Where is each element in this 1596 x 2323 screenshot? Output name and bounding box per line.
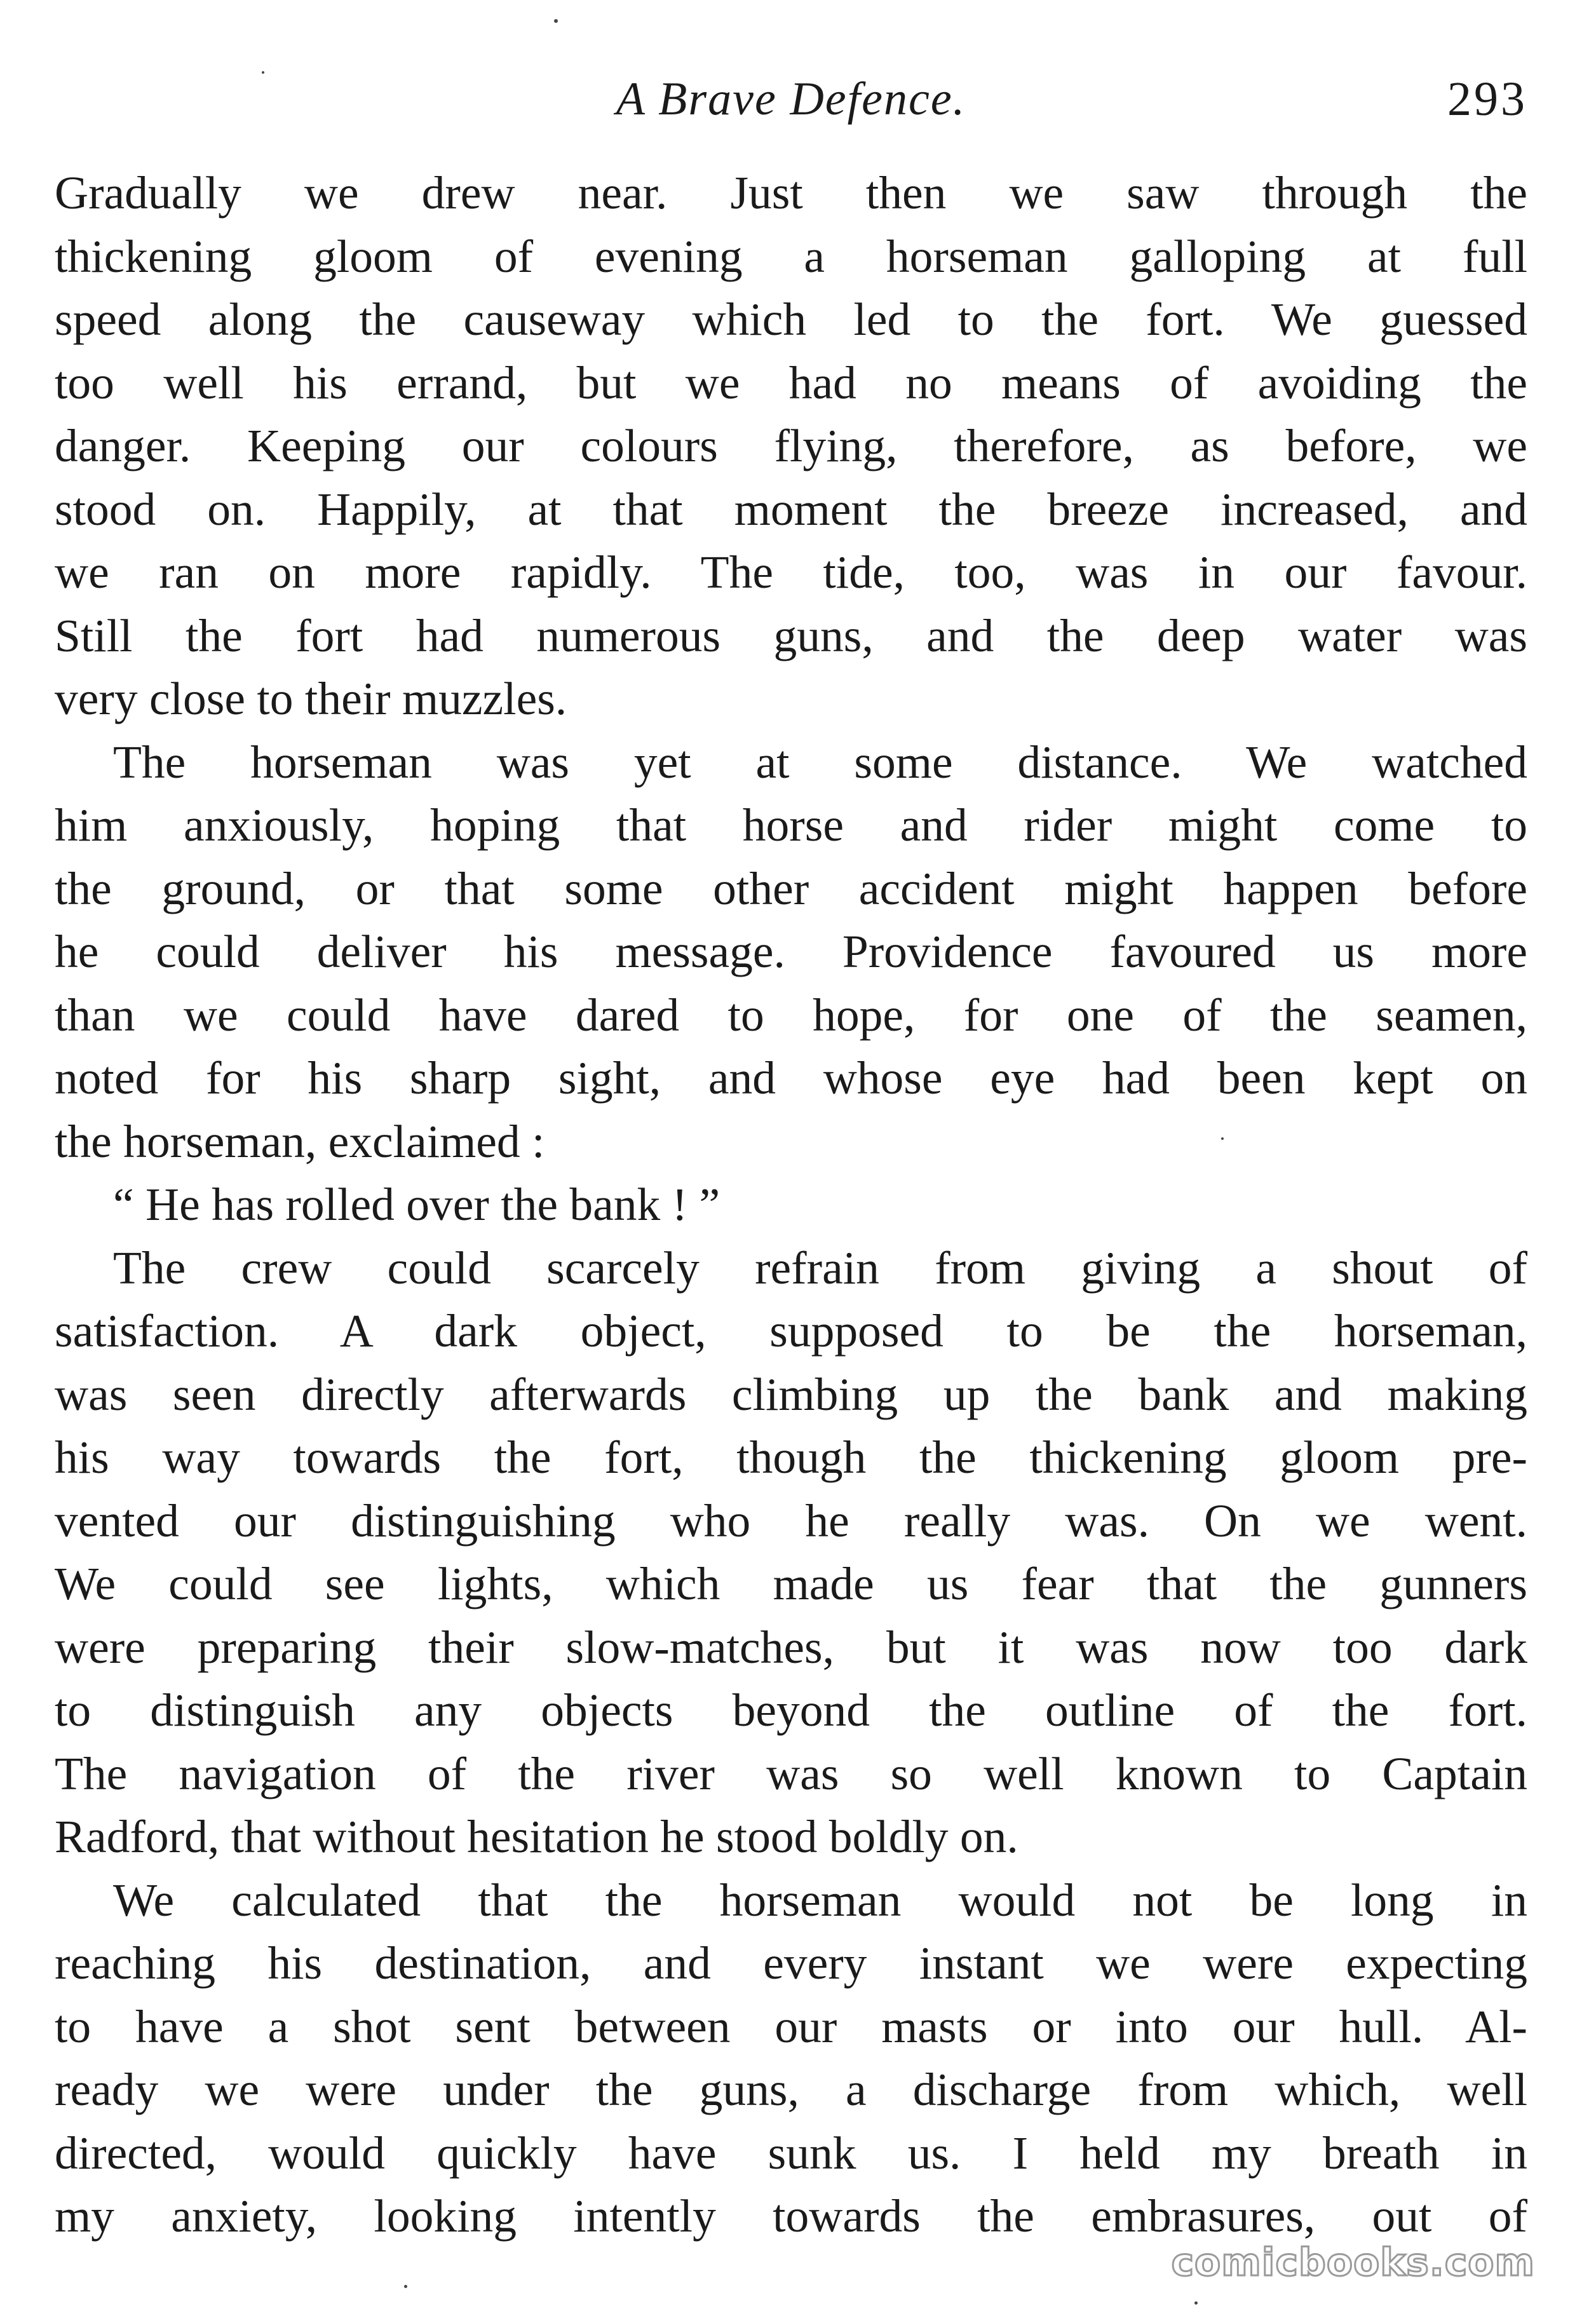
quoted-line: “ He has rolled over the bank ! ” (113, 1179, 720, 1230)
text-line: was seen directly afterwards climbing up the bank and making (55, 1368, 1527, 1420)
running-title: A Brave Defence. (616, 73, 966, 125)
text-line: Radford, that without hesitation he stood boldly on. (55, 1811, 1018, 1862)
print-speck (404, 2285, 407, 2288)
text-line: the ground, or that some other accident might happen before (55, 862, 1527, 914)
text-line: to distinguish any objects beyond the outline of the fort. (55, 1684, 1527, 1736)
text-line: The horseman was yet at some distance. We watched (113, 736, 1527, 788)
body-text (55, 161, 1527, 2248)
text-line: too well his errand, but we had no means of avoiding the (55, 356, 1527, 409)
text-line: he could deliver his message. Providence favoured us more (55, 926, 1527, 977)
text-line: The navigation of the river was so well known to Captain (55, 1747, 1527, 1799)
text-line: We calculated that the horseman would not be long in (113, 1874, 1527, 1926)
text-line: stood on. Happily, at that moment the breeze increased, and (55, 483, 1527, 535)
text-line: noted for his sharp sight, and whose eye had been kept on (55, 1052, 1527, 1104)
text-line: than we could have dared to hope, for one of the seamen, (55, 989, 1527, 1041)
text-line: my anxiety, looking intently towards the embrasures, out of (55, 2190, 1527, 2242)
text-line: were preparing their slow-matches, but it was now too dark (55, 1621, 1527, 1673)
text-line: speed along the causeway which led to the fort. We guessed (55, 294, 1527, 345)
print-speck (1194, 2301, 1198, 2305)
print-speck (262, 71, 264, 74)
text-line: Still the fort had numerous guns, and the deep water was (55, 609, 1527, 661)
text-line: satisfaction. A dark object, supposed to be the horseman, (55, 1305, 1527, 1357)
print-speck (554, 19, 558, 23)
text-line: to have a shot sent between our masts or into our hull. Al- (55, 2000, 1527, 2052)
text-line: We could see lights, which made us fear that the gunners (55, 1558, 1527, 1609)
text-line: ready we were under the guns, a discharge from which, well (55, 2064, 1527, 2115)
text-line: the horseman, exclaimed : (55, 1115, 545, 1167)
print-speck (1221, 1137, 1224, 1140)
text-line: reaching his destination, and every instant we were expecting (55, 1937, 1527, 1989)
text-line: Gradually we drew near. Just then we saw through the (55, 167, 1527, 219)
text-line: The crew could scarcely refrain from giving a shout of (113, 1242, 1527, 1294)
watermark: comicbooks.com (1171, 2240, 1535, 2285)
text-line: directed, would quickly have sunk us. I held my breath in (55, 2127, 1527, 2179)
text-line: very close to their muzzles. (55, 673, 567, 724)
text-line: vented our distinguishing who he really was. On we went. (55, 1494, 1527, 1547)
text-line: we ran on more rapidly. The tide, too, was in our favour. (55, 546, 1527, 598)
text-line: thickening gloom of evening a horseman galloping at full (55, 230, 1527, 282)
text-line: his way towards the fort, though the thickening gloom pre- (55, 1432, 1527, 1483)
text-line: him anxiously, hoping that horse and rider might come to (55, 799, 1527, 851)
text-line: danger. Keeping our colours flying, therefore, as before, we (55, 420, 1527, 471)
page-number: 293 (1447, 72, 1527, 126)
running-head (55, 61, 1527, 137)
